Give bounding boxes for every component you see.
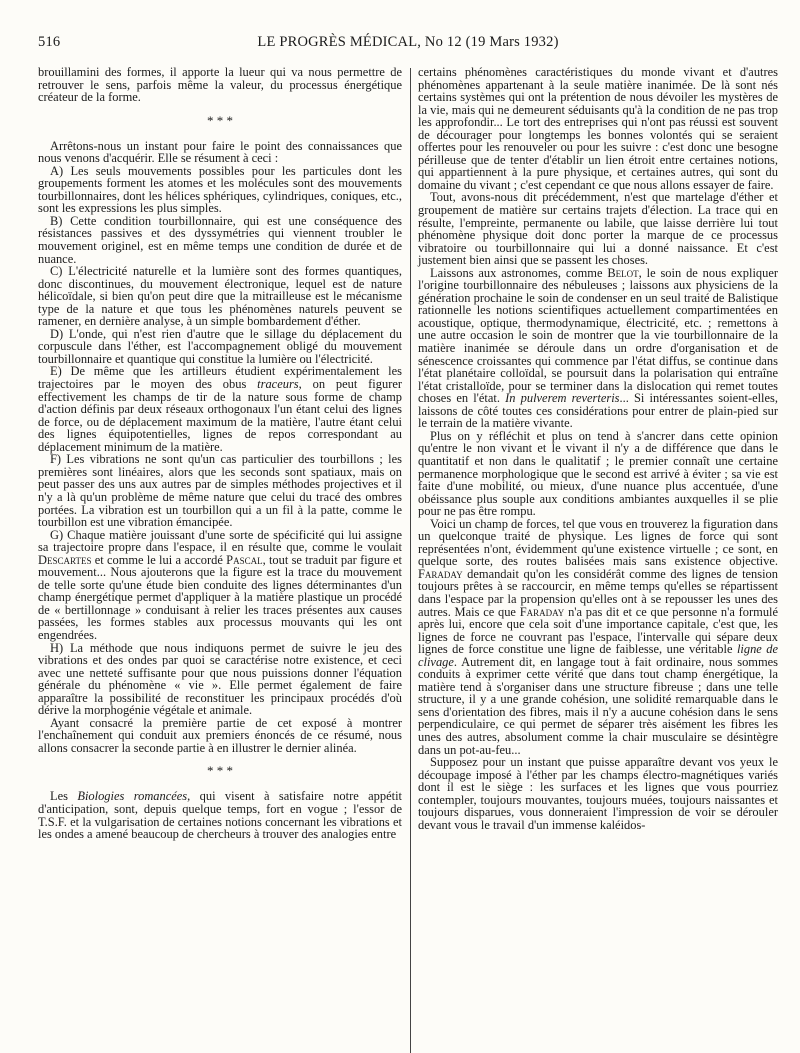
paragraph: Supposez pour un instant que puisse apparaître devant vos yeux le découpage imposé à l'éther par les champs électro-magnétiques variés dont il est le siège : les surfaces et les lignes que vous pourriez contempler, toujours mouvantes, toujours muées, toujours naissantes et toujours disparues, vous donneraient l'impression de voir se dérouler devant vous le travail d'un immense kaléidos- [418, 755, 778, 832]
paragraph: Plus on y réfléchit et plus on tend à s'ancrer dans cette opinion qu'entre le non vivant et le vivant il n'y a de différence que dans le quantitatif et non dans le qualitatif ; le premier connaît une certaine permanence morphologique que le second est arrivé à éviter ; sa vie est faite d'une mobilité, ou mieux, d'une nuance plus accentuée, d'une obéissance plus souple aux conditions ambiantes auxquelles il se plie pour ne pas être rompu. [418, 428, 778, 519]
column-divider [410, 68, 411, 1053]
right-column [418, 66, 778, 841]
summary-item-c: C) L'électricité naturelle et la lumière sont des formes quantiques, donc discontinues, du mouvement électronique, lequel est de nature hélicoïdale, si bien qu'on peut dire que la mitrailleuse est le mécanisme type de la nature et que tous les phénomènes naturels peuvent se ramener, en dernière analyse, à un simple bombardement d'éther. [38, 264, 402, 329]
running-title: LE PROGRÈS MÉDICAL, No 12 (19 Mars 1932) [257, 34, 559, 50]
page-header [38, 34, 778, 56]
summary-item-d: D) L'onde, qui n'est rien d'autre que le sillage du déplacement du corpuscule dans l'éther, est l'accompagnement obligé du mouvement tourbillonnaire et quantique qui constitue la lumière ou l'électricité. [38, 326, 402, 366]
summary-item-b: B) Cette condition tourbillonnaire, qui est une conséquence des résistances passives et des dyssymétries qui viennent troubler le mouvement originel, est en même temps une condition de durée et de nuance. [38, 213, 402, 266]
paragraph: Ayant consacré la première partie de cet exposé à montrer l'enchaînement qui conduit aux premiers énoncés de ce résumé, nous allons consacrer la seconde partie à en illustrer le dernier alinéa. [38, 715, 402, 755]
paragraph: Tout, avons-nous dit précédemment, n'est que martelage d'éther et groupement de matière sur certains trajets d'élection. La trace qui en résulte, l'empreinte, permanente ou labile, que laisse derrière lui tout phénomène physique doit donc porter la marque de ce processus vibratoire ou tourbillonnaire qui lui a donné naissance. Et c'est justement bien ainsi que se passent les choses. [418, 190, 778, 268]
paragraph: Les Biologies romancées, qui visent à satisfaire notre appétit d'anticipation, sont, depuis quelque temps, fort en vogue ; l'essor de T.S.F. et la vulgarisation de certaines notions concernant les vibrations et les ondes a amené beaucoup de chercheurs à trouver des analogies entre [38, 789, 403, 842]
section-separator: * * * [207, 763, 233, 779]
paragraph: Arrêtons-nous un instant pour faire le point des connaissances que nous venons d'acquérir. Elle se résument à ceci : [38, 138, 402, 166]
paragraph: Voici un champ de forces, tel que vous en trouverez la figuration dans un quelconque traité de physique. Les lignes de force qui sont représentées n'ont, évidemment qu'une existence virtuelle ; ce sont, en quelque sorte, des routes balisées mais sans existence objective. Faraday demandait qu'on les considérât comme des lignes de tension toujours prêtes à se raccourcir, en même temps qu'elles se répartissent dans l'espace par la propension qu'elles ont à se repousser les unes des autres. Mais ce que Faraday n'a pas dit et ce que personne n'a formulé après lui, encore que cela soit d'une importance capitale, c'est que, les lignes de force ne couvrant pas l'espace, l'intervalle qui sépare deux lignes de force constitue une ligne de faiblesse, une véritable ligne de clivage. Autrement dit, en langage tout à fait ordinaire, nous sommes conduits à exprimer cette vérité que dans tout champ énergétique, la matière tend à s'organiser dans une structure fibreuse ; dans une telle structure, il y a une grande cohésion, une solidité remarquable dans le sens d'orientation des fibres, mais il n'y a aucune cohésion dans le sens perpendiculaire, ce qui permet de séparer très aisément les fibres les unes des autres, absolument comme la chair musculaire se désintègre dans un pot-au-feu... [418, 516, 779, 757]
summary-item-e: E) De même que les artilleurs étudient expérimentalement les trajectoires par le moyen des obus traceurs, on peut figurer effectivement les champs de tir de la nature sous forme de champ d'action définis par deux réseaux orthogonaux l'un étant celui des lignes de force, ou de déplacement maximum de la matière, l'autre étant celui des lignes équipotentielles, lignes de repos correspondant au déplacement minimum de la matière. [38, 364, 403, 454]
section-separator: * * * [207, 112, 233, 128]
left-column [38, 66, 402, 841]
summary-item-g: G) Chaque matière jouissant d'une sorte de spécificité qui lui assigne sa trajectoire propre dans l'espace, il en résulte que, comme le voulait Descartes et comme le lui a accordé Pascal, tout se traduit par figure et mouvement... Nous ajouterons que la figure est la trace du mouvement de telle sorte qu'une étude bien conduite des lignes déterminantes d'un champ énergétique permet d'appliquer à la matière plastique un procédé de « bertillonnage » conduisant à relier les traces présentes aux causes passées, les formes stables aux processus mouvants qui les ont engendrées. [38, 527, 403, 642]
paragraph: brouillamini des formes, il apporte la lueur qui va nous permettre de retrouver le sens, parfois même la valeur, du processus énergétique créateur de la forme. [38, 65, 402, 105]
summary-item-f: F) Les vibrations ne sont qu'un cas particulier des tourbillons ; les premières sont linéaires, alors que les seconds sont spatiaux, mais on peut passer des uns aux autres par de simples méthodes projectives et il n'y a là qu'un problème de même nature que celui du tracé des ombres portées. La vibration est un tourbillon qui a un fil à la patte, comme le tourbillon est une vibration émancipée. [38, 452, 402, 530]
page-number: 516 [38, 34, 61, 50]
paragraph: Laissons aux astronomes, comme Belot, le soin de nous expliquer l'origine tourbillonnaire des nébuleuses ; laissons aux physiciens de la génération prochaine le soin de condenser en un seul traité de Balistique rationnelle les notions scientifiques actuellement compartimentées en acoustique, optique, thermodynamique, électricité, etc. ; remettons à une autre occasion le soin de montrer que la vie tourbillonnaire de la matière inanimée se déroule dans un ordre d'organisation et de sénescence croissantes qui commence par l'état diffus, se continue dans l'état planétaire colloïdal, se poursuit dans la polarisation qui entraîne l'état cristalloïde, pour se terminer dans la dislocation qui remet toutes choses en l'état. In pulverem reverteris... Si intéressantes soient-elles, laissons de côté toutes ces considérations pour entrer de plain-pied sur le terrain de la matière vivante. [418, 265, 779, 431]
paragraph: certains phénomènes caractéristiques du monde vivant et d'autres phénomènes appartenant à la seule matière inanimée. De là sont nés certains systèmes qui ont la prétention de nous dévoiler les mystères de la vie, mais qui ne demeurent séduisants qu'à la condition de ne pas trop les approfondir... Le tort des entreprises qui n'ont pas réussi est souvent de décourager pour longtemps les bonnes volontés qui se seraient offertes pour les renouveler ou pour les suivre : c'est donc une besogne périlleuse que de tenter d'établir un lien étroit entre certaines notions, qui appartiennent à la pure physique, et certaines autres, qui sont du domaine du vivant ; c'est cependant ce que nous allons essayer de faire. [418, 65, 778, 192]
summary-item-h: H) La méthode que nous indiquons permet de suivre le jeu des vibrations et des ondes par quoi se caractérise notre existence, et ceci avec une netteté suffisante pour que nous puissions donner l'équation générale du phénomène « vie ». Elle permet également de faire apparaître la possibilité de reconstituer les principaux procédés d'où dérive la morphogénie végétale et animale. [38, 640, 402, 718]
article-body [38, 66, 778, 841]
summary-item-a: A) Les seuls mouvements possibles pour les particules dont les groupements forment les atomes et les molécules sont des mouvements tourbillonnaires, dont les hélices sphériques, cylindriques, coniques, etc., sont les expressions les plus simples. [38, 163, 402, 216]
